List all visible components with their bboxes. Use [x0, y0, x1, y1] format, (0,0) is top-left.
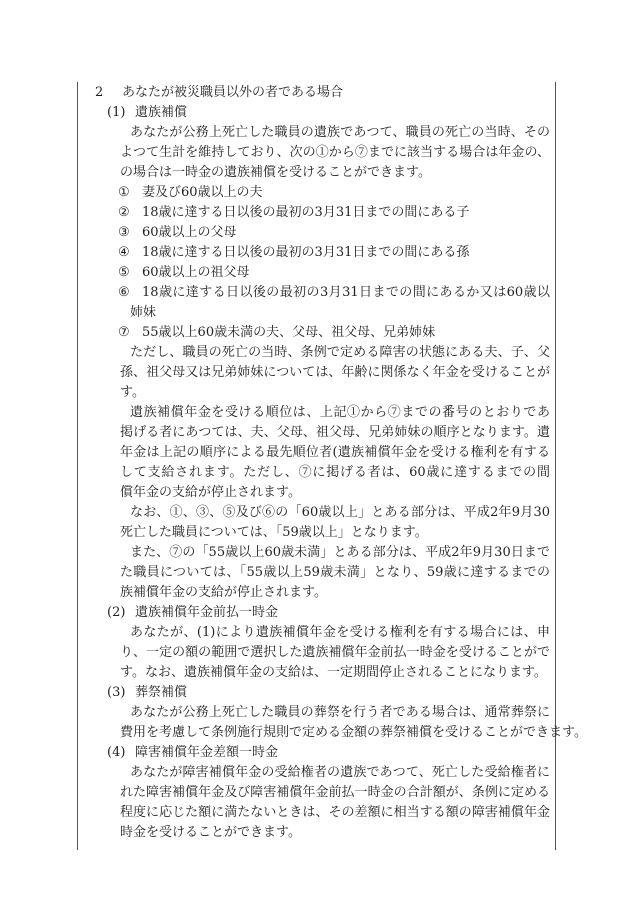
paragraph-line: 年金は上記の順序による最先順位者(遺族補償年金を受ける権利を有する: [120, 445, 550, 460]
paragraph-line: 償年金の支給が停止されます。: [120, 485, 301, 500]
paragraph-line: 死亡した職員については、「59歳以上」となります。: [120, 525, 428, 540]
list-item-line: 60歳以上の父母: [142, 225, 237, 240]
item-marker: ⑥: [118, 285, 130, 300]
list-item-line: 妻及び60歳以上の夫: [142, 185, 263, 200]
subsection-1-title: 遺族補償: [135, 105, 188, 120]
paragraph-line: 遺族補償年金を受ける順位は、上記①から⑦までの番号のとおりであ: [130, 405, 550, 420]
paragraph-line: ただし、職員の死亡の当時、条例で定める障害の状態にある夫、子、父: [130, 345, 550, 360]
paragraph-line: た職員については、「55歳以上59歳未満」となり、59歳に達するまでの: [120, 565, 550, 580]
paragraph-line: 程度に応じた額に満たないときは、その差額に相当する額の障害補償年金: [120, 805, 550, 820]
paragraph-line: す。: [120, 385, 145, 400]
subsection-3-title: 葬祭補償: [135, 685, 188, 700]
section-title: あなたが被災職員以外の者である場合: [122, 85, 344, 100]
subsection-2-number: (2): [107, 605, 126, 620]
item-marker: ⑦: [118, 325, 130, 340]
paragraph-line: 時金を受けることができます。: [120, 825, 301, 840]
paragraph-line: 掲げる者にあつては、夫、父母、祖父母、兄弟姉妹の順序となります。遺: [120, 425, 550, 440]
subsection-4-number: (4): [107, 745, 126, 760]
paragraph-line: 孫、祖父母又は兄弟姉妹については、年齢に関係なく年金を受けることが: [120, 365, 550, 380]
list-item-line: 姉妹: [130, 305, 157, 320]
paragraph-line: あなたが公務上死亡した職員の葬祭を行う者である場合は、通常葬祭に: [130, 705, 550, 720]
list-item-line: 18歳に達する日以後の最初の3月31日までの間にあるか又は60歳以: [142, 285, 550, 300]
paragraph-line: して支給されます。ただし、⑦に掲げる者は、60歳に達するまでの間: [120, 465, 550, 480]
list-item-line: 18歳に達する日以後の最初の3月31日までの間にある子: [142, 205, 470, 220]
paragraph-line: 族補償年金の支給が停止されます。: [120, 585, 327, 600]
section-number: 2: [95, 85, 104, 100]
paragraph-line: り、一定の額の範囲で選択した遺族補償年金前払一時金を受けることがで: [120, 645, 550, 660]
subsection-2-title: 遺族補償年金前払一時金: [135, 605, 279, 620]
paragraph-line: あなたが公務上死亡した職員の遺族であつて、職員の死亡の当時、その: [130, 125, 550, 140]
list-item-line: 60歳以上の祖父母: [142, 265, 250, 280]
subsection-3-number: (3): [107, 685, 126, 700]
item-marker: ①: [118, 185, 130, 200]
paragraph-line: よつて生計を維持しており、次の①から⑦までに該当する場合は年金の、: [120, 145, 550, 160]
paragraph-line: あなたが障害補償年金の受給権者の遺族であつて、死亡した受給権者に: [130, 765, 550, 780]
subsection-4-title: 障害補償年金差額一時金: [135, 745, 279, 760]
paragraph-line: れた障害補償年金及び障害補償年金前払一時金の合計額が、条例に定める: [120, 785, 550, 800]
item-marker: ⑤: [118, 265, 130, 280]
paragraph-line: す。なお、遺族補償年金の支給は、一定期間停止されることになります。: [120, 665, 547, 680]
item-marker: ②: [118, 205, 130, 220]
paragraph-line: 費用を考慮して条例施行規則で定める金額の葬祭補償を受けることができます。: [120, 725, 587, 740]
paragraph-line: また、⑦の「55歳以上60歳未満」とある部分は、平成2年9月30日まで: [130, 545, 550, 560]
item-marker: ④: [118, 245, 130, 260]
paragraph-line: あなたが、(1)により遺族補償年金を受ける権利を有する場合には、申: [130, 625, 550, 640]
list-item-line: 18歳に達する日以後の最初の3月31日までの間にある孫: [142, 245, 470, 260]
item-marker: ③: [118, 225, 130, 240]
list-item-line: 55歳以上60歳未満の夫、父母、祖父母、兄弟姉妹: [142, 325, 436, 340]
subsection-1-number: (1): [107, 105, 126, 120]
paragraph-line: の場合は一時金の遺族補償を受けることができます。: [120, 165, 431, 180]
paragraph-line: なお、①、③、⑤及び⑥の「60歳以上」とある部分は、平成2年9月30: [130, 505, 550, 520]
